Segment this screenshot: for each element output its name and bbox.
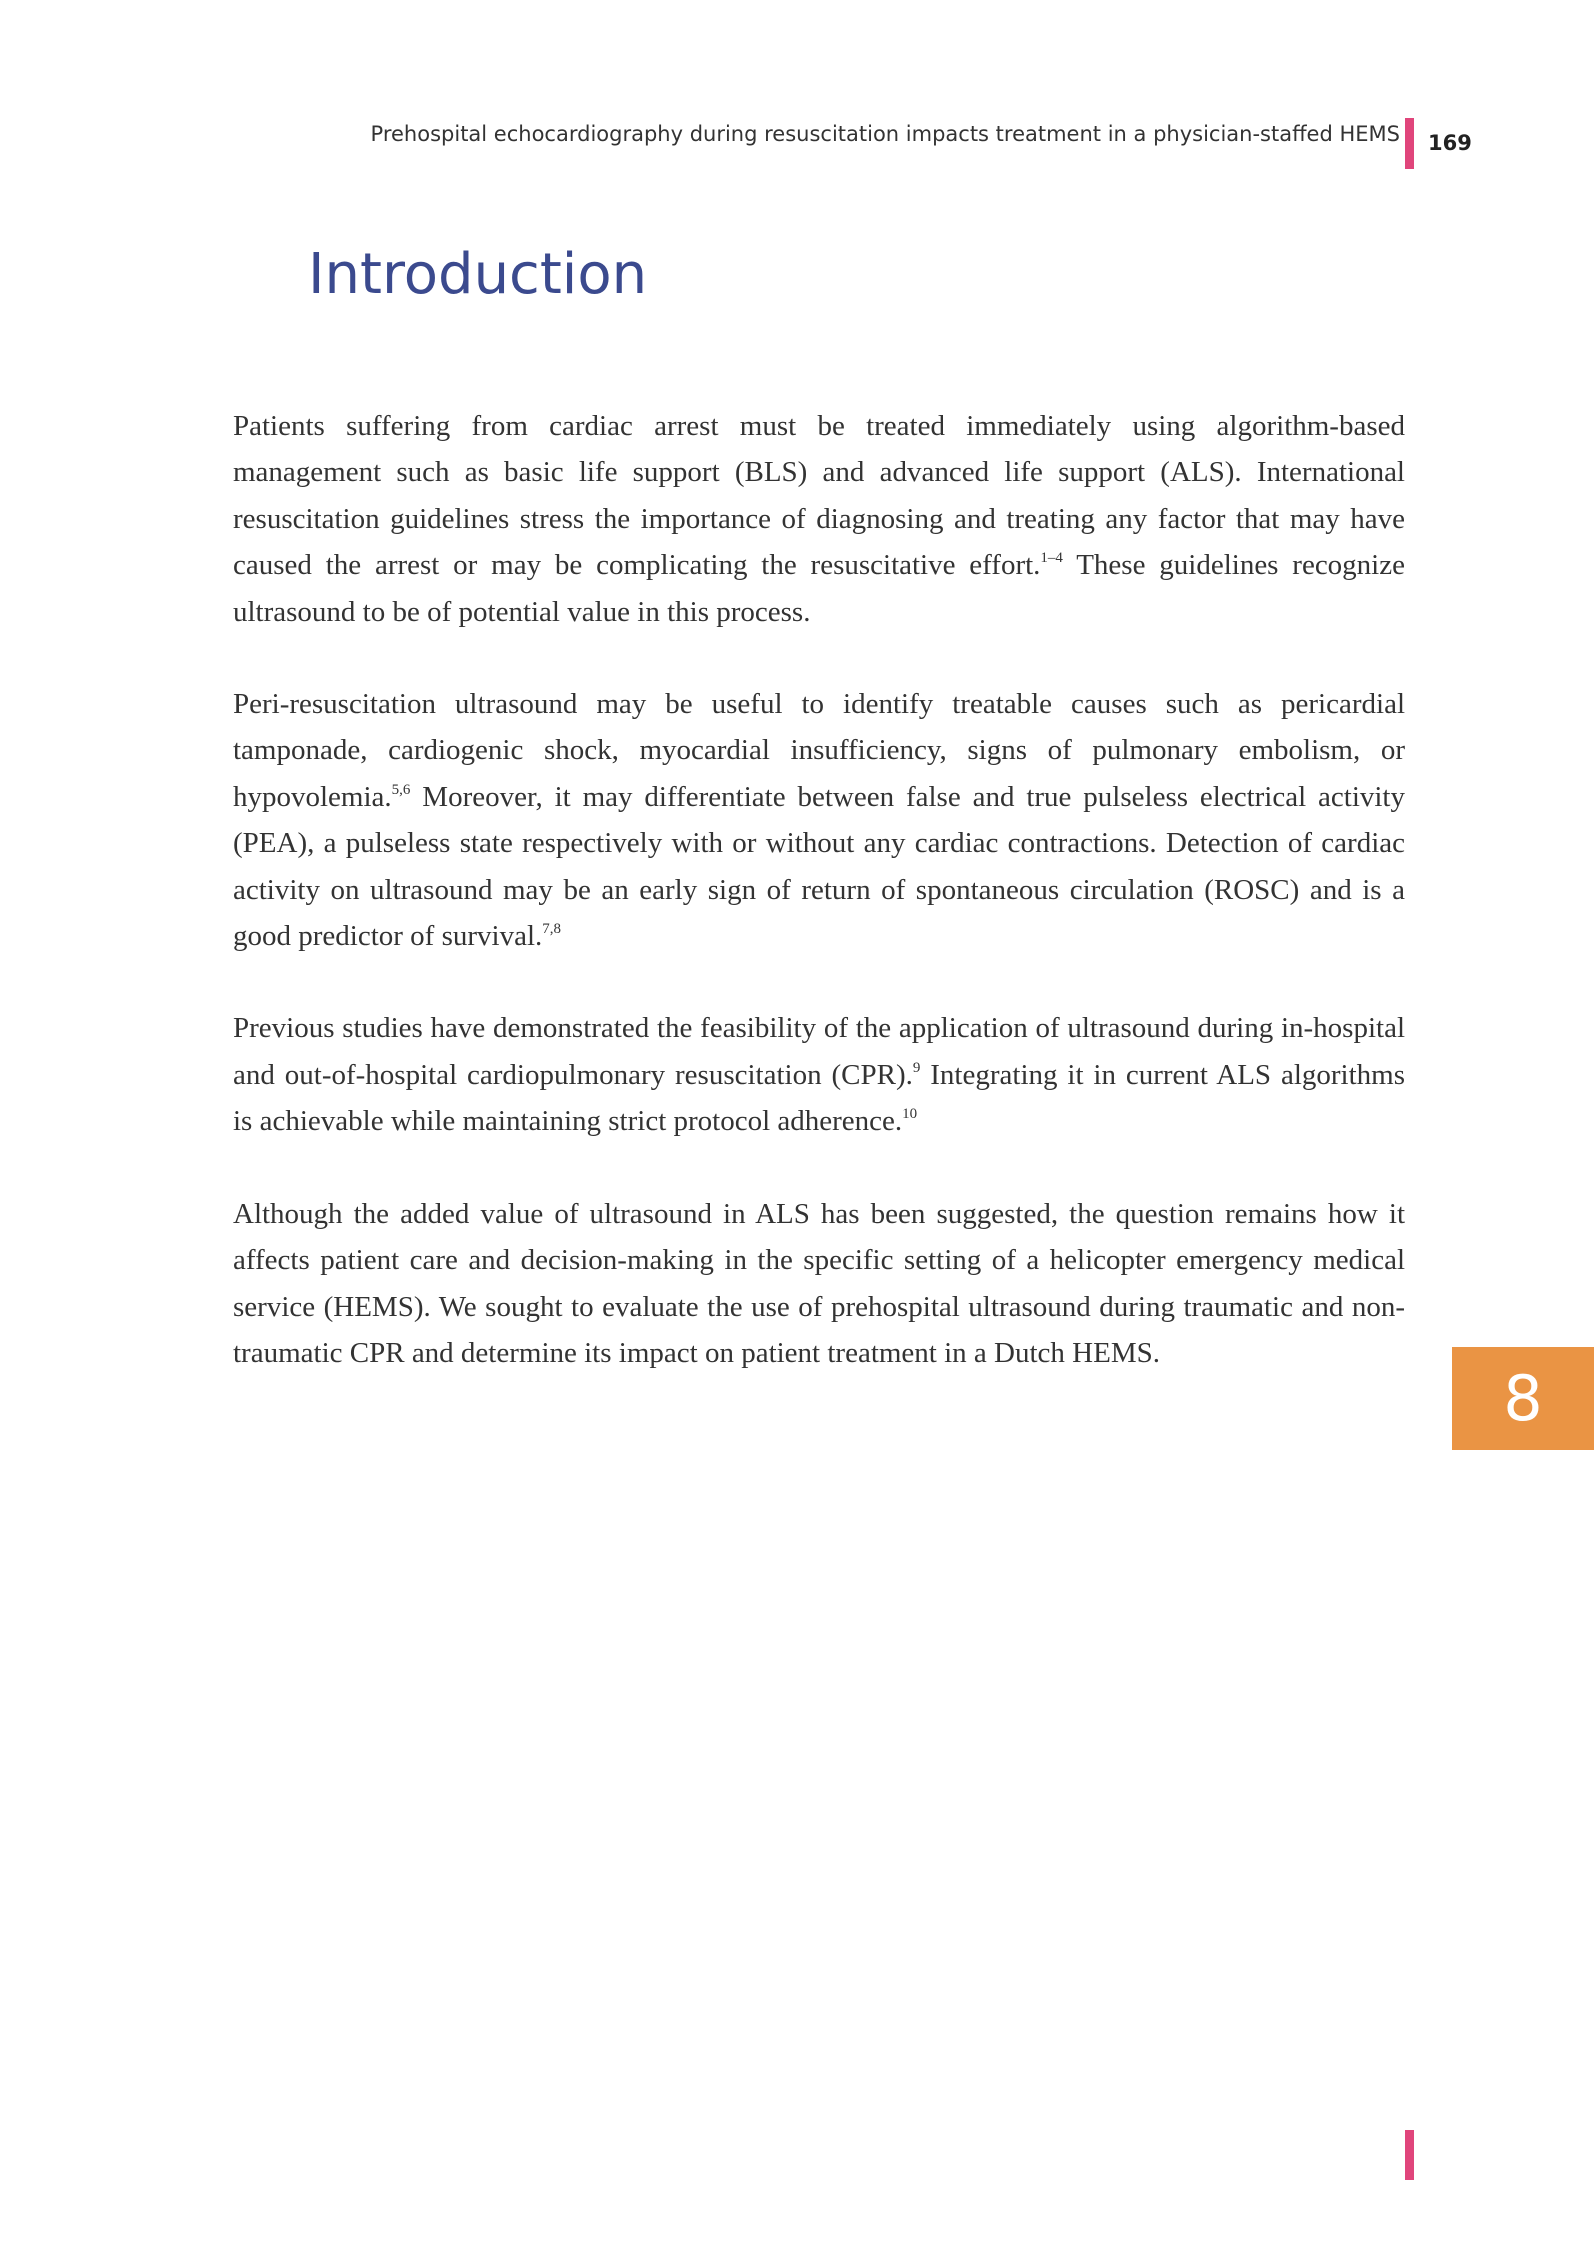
- paragraph-3-text-b: Integrating it in current ALS algorithms is achievable while maintaining strict protocol adherence.: [233, 1058, 1405, 1138]
- citation-superscript: 1–4: [1040, 550, 1063, 567]
- paragraph-3: [233, 1005, 1405, 1144]
- citation-superscript: 10: [902, 1106, 918, 1123]
- paragraph-2-text-b: Moreover, it may differentiate between false and true pulseless electrical activity (PEA), a pulseless state respectively with or without any cardiac contractions. Detection of cardiac activity on ultrasound may be an early sign of return of spontaneous circulation (ROSC) and is a good predictor of survival.: [233, 780, 1405, 953]
- citation-superscript: 9: [912, 1059, 921, 1076]
- running-header-title: Prehospital echocardiography during resuscitation impacts treatment in a physician-staffed HEMS: [370, 122, 1400, 146]
- header-accent-bar: [1405, 118, 1414, 169]
- paragraph-2: [233, 681, 1405, 959]
- citation-superscript: 7,8: [542, 921, 562, 938]
- page-number: 169: [1428, 131, 1472, 155]
- paragraph-2-text-a: Peri-resuscitation ultrasound may be useful to identify treatable causes such as pericardial tamponade, cardiogenic shock, myocardial insufficiency, signs of pulmonary embolism, or hypovolemia.: [233, 688, 1405, 813]
- chapter-tab: 8: [1452, 1347, 1594, 1450]
- paragraph-3-text-a: Previous studies have demonstrated the feasibility of the application of ultrasound during in-hospital and out-of-hospital cardiopulmonary resuscitation (CPR).: [233, 1012, 1405, 1091]
- paragraph-1-text-b: These guidelines recognize ultrasound to be of potential value in this process.: [233, 549, 1405, 628]
- footer-accent-bar: [1405, 2130, 1414, 2180]
- section-title: Introduction: [308, 242, 648, 307]
- paragraph-4-text-a: Although the added value of ultrasound in ALS has been suggested, the question remains how it affects patient care and decision-making in the specific setting of a helicopter emergency medical service (HEMS). We sought to evaluate the use of prehospital ultrasound during traumatic and non-traumatic CPR and determine its impact on patient treatment in a Dutch HEMS.: [233, 1197, 1405, 1369]
- body-text: [233, 403, 1405, 1422]
- citation-superscript: 5,6: [391, 781, 411, 798]
- paragraph-1-text-a: Patients suffering from cardiac arrest must be treated immediately using algorithm-based management such as basic life support (BLS) and advanced life support (ALS). International resuscitation guidelines stress the importance of diagnosing and treating any factor that may have caused the arrest or may be complicating the resuscitative effort.: [233, 410, 1405, 582]
- paragraph-4: [233, 1191, 1405, 1377]
- paragraph-1: [233, 403, 1405, 635]
